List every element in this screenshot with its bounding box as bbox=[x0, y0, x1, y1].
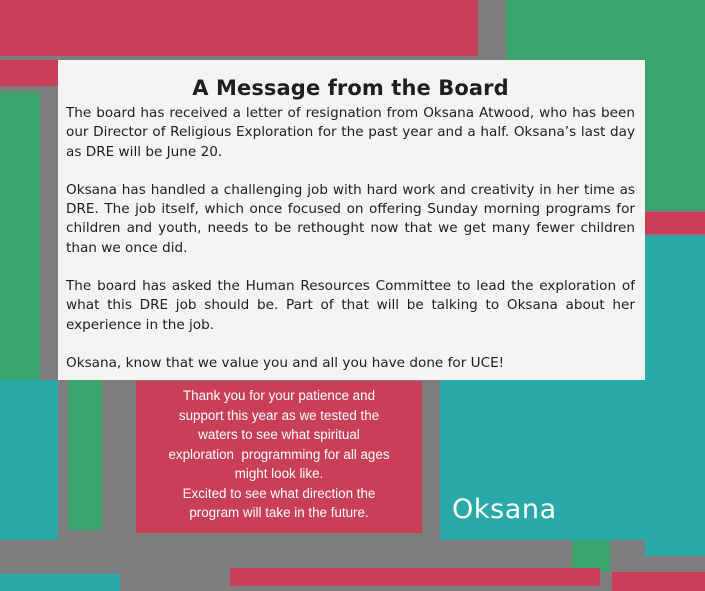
board-message-paragraph-2: Oksana has handled a challenging job with hard work and creativity in her time as DRE. The job itself, which once focused on offering Sunday morning programs for children and youth, needs to be rethought now that we get many fewer children than we once did. bbox=[66, 181, 635, 256]
note-line-7: program will take in the future. bbox=[189, 505, 369, 520]
bg-block-teal-bottom-left bbox=[0, 574, 120, 591]
bg-block-green-top-right bbox=[506, 0, 705, 60]
bg-block-green-right bbox=[645, 60, 705, 210]
bg-block-crimson-right bbox=[645, 212, 705, 234]
board-message-paragraph-1: The board has received a letter of resignation from Oksana Atwood, who has been our Director of Religious Exploration for the past year and a half. Oksana’s last day as DRE will be June 20. bbox=[66, 105, 635, 160]
bg-block-teal-left bbox=[0, 380, 58, 540]
board-message-card bbox=[58, 60, 645, 380]
oksana-thank-you-note bbox=[136, 381, 422, 533]
board-message-paragraph-4: Oksana, know that we value you and all you have done for UCE! bbox=[66, 354, 505, 371]
oksana-signature: Oksana bbox=[452, 494, 557, 525]
bg-block-crimson-top bbox=[0, 0, 478, 56]
bg-block-green-left-inner bbox=[68, 380, 102, 530]
board-message-paragraph-3: The board has asked the Human Resources Committee to lead the exploration of what this DRE job should be. Part of that will be talking to Oksana about her experience in the job. bbox=[66, 278, 635, 333]
bg-block-crimson-left bbox=[0, 60, 58, 86]
bg-block-crimson-bottom-right bbox=[612, 572, 705, 591]
note-line-1: Thank you for your patience and bbox=[182, 388, 376, 403]
note-line-4: exploration programming for all ages bbox=[168, 446, 390, 462]
note-line-6: Excited to see what direction the bbox=[182, 485, 376, 501]
note-line-3: waters to see what spiritual bbox=[198, 427, 360, 442]
bg-block-crimson-bottom bbox=[230, 568, 600, 586]
note-line-5: might look like. bbox=[234, 466, 324, 481]
note-line-2: support this year as we tested the bbox=[178, 407, 380, 423]
board-message-title: A Message from the Board bbox=[192, 76, 509, 100]
